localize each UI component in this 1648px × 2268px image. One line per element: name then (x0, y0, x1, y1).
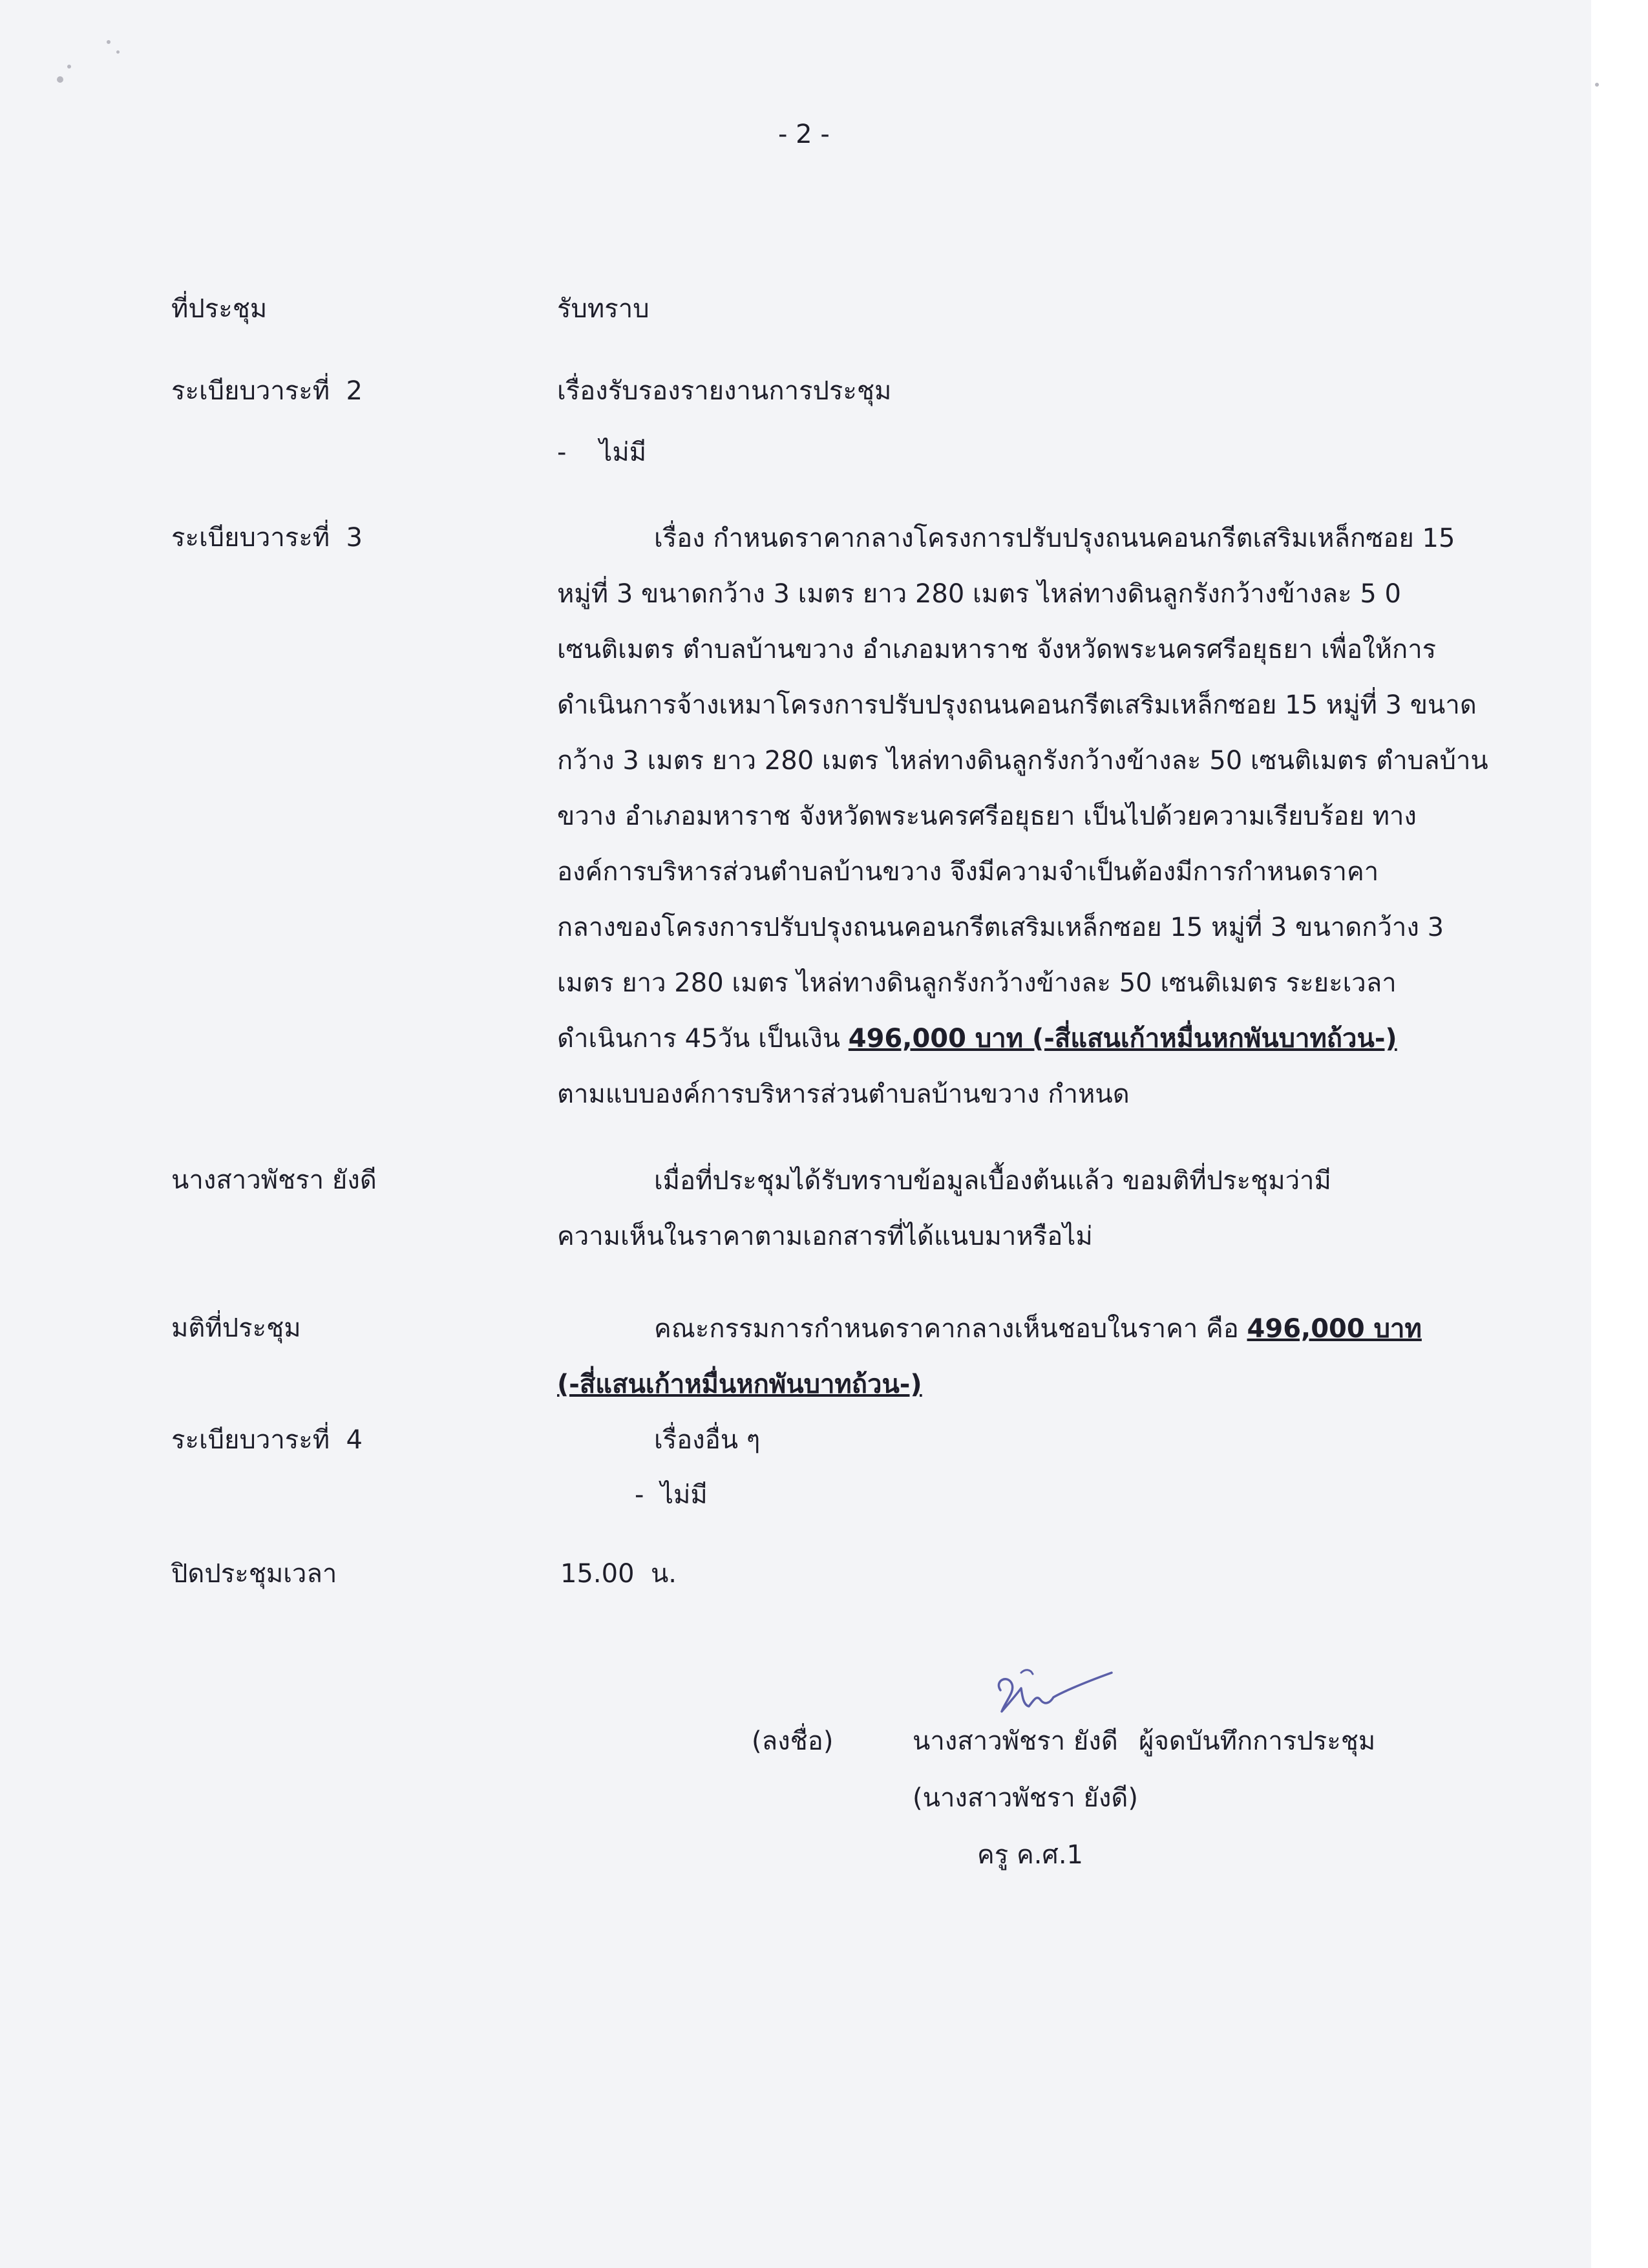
meeting-label: ที่ประชุม (171, 294, 268, 324)
scan-speck (116, 50, 120, 54)
amount-prefix: ดำเนินการ 45วัน เป็นเงิน (557, 1024, 849, 1054)
resolution-prefix: คณะกรรมการกำหนดราคากลางเห็นชอบในราคา คือ (654, 1314, 1247, 1344)
agenda-3-line: ดำเนินการจ้างเหมาโครงการปรับปรุงถนนคอนกรีตเสริมเหล็กซอย 15 หมู่ที่ 3 ขนาด (557, 690, 1477, 720)
signer-position: ครู ค.ศ.1 (977, 1840, 1083, 1870)
agenda-3-label: ระเบียบวาระที่ 3 (171, 523, 363, 553)
closing-time: 15.00 น. (560, 1559, 677, 1589)
signer-name: นางสาวพัชรา ยังดี (913, 1726, 1118, 1756)
speaker-line: ความเห็นในราคาตามเอกสารที่ได้แนบมาหรือไม่ (557, 1222, 1093, 1251)
scan-speck (57, 76, 63, 83)
agenda-3-line: กว้าง 3 เมตร ยาว 280 เมตร ไหล่ทางดินลูกรังกว้างข้างละ 50 เซนติเมตร ตำบลบ้าน (557, 746, 1488, 776)
speaker-label: นางสาวพัชรา ยังดี (171, 1165, 377, 1195)
speaker-statement (557, 1153, 1455, 1264)
agenda-3-amount-line (557, 1011, 1455, 1066)
page-number: - 2 - (778, 120, 830, 149)
speaker-line: เมื่อที่ประชุมได้รับทราบข้อมูลเบื้องต้นแล้ว ขอมติที่ประชุมว่ามี (654, 1166, 1331, 1196)
resolution-body (557, 1301, 1455, 1399)
resolution-amount: 496,000 บาท (1247, 1314, 1422, 1344)
closing-label: ปิดประชุมเวลา (171, 1559, 337, 1589)
agenda-2-label: ระเบียบวาระที่ 2 (171, 376, 363, 406)
agenda-3-line: หมู่ที่ 3 ขนาดกว้าง 3 เมตร ยาว 280 เมตร ไหล่ทางดินลูกรังกว้างข้างละ 5 0 (557, 579, 1401, 609)
signer-name-parenthetical: (นางสาวพัชรา ยังดี) (913, 1783, 1139, 1813)
scan-speck (1595, 83, 1599, 87)
agenda-3-body (557, 511, 1488, 1122)
agenda-3-line: ตามแบบองค์การบริหารส่วนตำบลบ้านขวาง กำหนด (557, 1079, 1130, 1109)
agenda-3-line: กลางของโครงการปรับปรุงถนนคอนกรีตเสริมเหล็กซอย 15 หมู่ที่ 3 ขนาดกว้าง 3 (557, 913, 1444, 942)
agenda-2-title: เรื่องรับรองรายงานการประชุม (557, 376, 892, 406)
resolution-label: มติที่ประชุม (171, 1313, 301, 1343)
sign-label: (ลงชื่อ) (752, 1726, 834, 1756)
meeting-value: รับทราบ (557, 294, 650, 324)
amount-value: 496,000 บาท (-สี่แสนเก้าหมื่นหกพันบาทถ้วน-) (848, 1024, 1397, 1054)
agenda-3-line: เซนติเมตร ตำบลบ้านขวาง อำเภอมหาราช จังหวัดพระนครศรีอยุธยา เพื่อให้การ (557, 635, 1437, 664)
resolution-words-line (557, 1357, 1455, 1399)
agenda-4-note: - ไม่มี (635, 1480, 708, 1510)
scan-speck (67, 65, 71, 69)
resolution-line (557, 1301, 1455, 1357)
agenda-3-line: ขวาง อำเภอมหาราช จังหวัดพระนครศรีอยุธยา เป็นไปด้วยความเรียบร้อย ทาง (557, 801, 1417, 831)
resolution-amount-words: (-สี่แสนเก้าหมื่นหกพันบาทถ้วน-) (557, 1370, 922, 1399)
agenda-4-title: เรื่องอื่น ๆ (654, 1425, 761, 1455)
scan-speck (107, 40, 111, 44)
agenda-4-label: ระเบียบวาระที่ 4 (171, 1425, 363, 1455)
agenda-3-line: เมตร ยาว 280 เมตร ไหล่ทางดินลูกรังกว้างข้างละ 50 เซนติเมตร ระยะเวลา (557, 968, 1397, 998)
agenda-3-line: เรื่อง กำหนดราคากลางโครงการปรับปรุงถนนคอนกรีตเสริมเหล็กซอย 15 (654, 524, 1455, 553)
agenda-2-note: - ไม่มี (557, 438, 647, 467)
scan-border (1591, 0, 1648, 2268)
handwritten-signature (982, 1655, 1131, 1726)
signer-role: ผู้จดบันทึกการประชุม (1139, 1726, 1376, 1756)
agenda-3-line: องค์การบริหารส่วนตำบลบ้านขวาง จึงมีความจำเป็นต้องมีการกำหนดราคา (557, 857, 1379, 887)
